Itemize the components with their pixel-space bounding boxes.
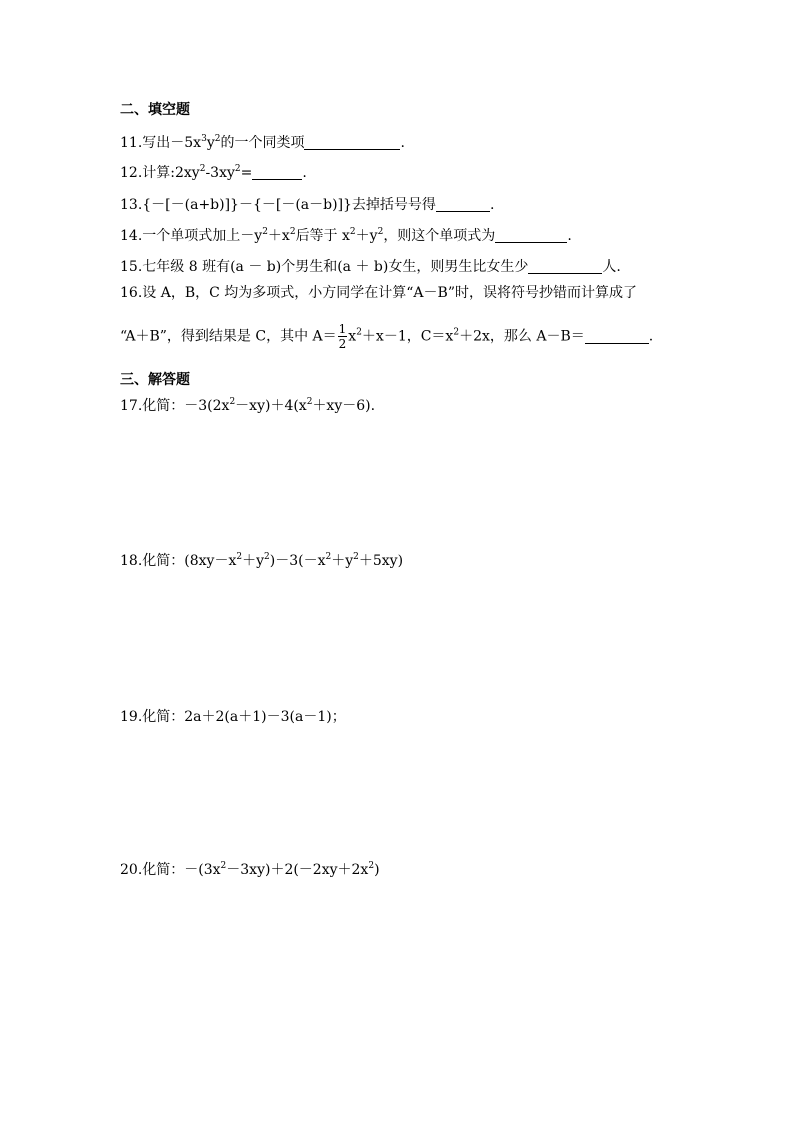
section-heading-fill-in: 二、填空题: [120, 102, 190, 118]
question-11: 11.写出$-5x^3y^2$的一个同类项 .: [120, 134, 405, 151]
question-16-line-1: 16.设 A，B，C 均为多项式，小方同学在计算“A－B”时，误将符号抄错而计算成了: [120, 285, 637, 301]
answer-blank: [495, 228, 567, 243]
question-19: 19.化简：2a＋2(a＋1)－3(a－1)；: [120, 709, 346, 725]
question-16-line-2: “A＋B”，得到结果是 C，其中 A＝ $\frac{1}{2}$ $x^2+x-1$，$C=x^2+2x$，那么 A－B＝ .: [120, 322, 654, 351]
question-14: 14.一个单项式加上$-y^2+x^2$后等于 $x^2+y^2$，则这个单项式为 .: [120, 227, 572, 244]
answer-blank: [585, 329, 649, 344]
answer-blank: [528, 259, 602, 274]
question-18: 18.化简：$(8xy-x^2+y^2)-3(-x^2+y^2+5xy)$: [120, 552, 404, 569]
answer-blank: [252, 165, 302, 180]
section-heading-answer: 三、解答题: [120, 372, 190, 388]
question-20: 20.化简：$-(3x^2-3xy)+2(-2xy+2x^2)$: [120, 861, 380, 878]
question-17: 17.化简：$-3(2x^2-xy)+4(x^2+xy-6)$.: [120, 397, 376, 414]
fraction-one-half: $\frac{1}{2}$: [338, 322, 347, 351]
question-13: 13.{－[－(a+b)]}－{－[－(a－b)]}去掉括号号得 .: [120, 197, 495, 213]
question-12: 12.计算$:2xy^2-3xy^2=$ .: [120, 164, 307, 181]
answer-blank: [304, 135, 400, 150]
question-15: 15.七年级 8 班有(a － b)个男生和(a ＋ b)女生，则男生比女生少 人.: [120, 259, 621, 275]
answer-blank: [436, 197, 490, 212]
